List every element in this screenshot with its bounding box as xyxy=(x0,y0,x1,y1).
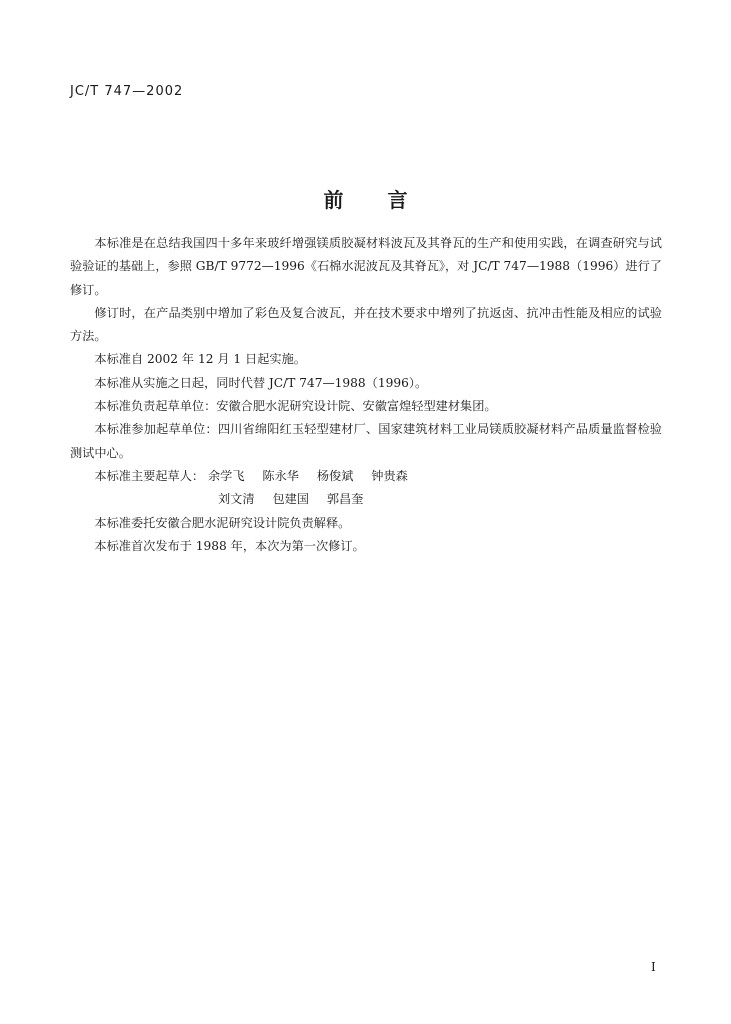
page-number: I xyxy=(651,960,656,974)
drafters-label: 本标准主要起草人： xyxy=(94,468,205,483)
drafters-line-1 xyxy=(70,465,662,488)
paragraph-participating-units: 本标准参加起草单位：四川省绵阳红玉轻型建材厂、国家建筑材料工业局镁质胶凝材料产品质量监督检验测试中心。 xyxy=(70,422,662,460)
drafter-name: 郭昌奎 xyxy=(326,492,364,507)
paragraph-replacement: 本标准从实施之日起，同时代替 JC/T 747—1988（1996）。 xyxy=(94,375,428,390)
paragraph-effective-date: 本标准自 2002 年 12 月 1 日起实施。 xyxy=(94,352,306,367)
drafter-name: 钟贵森 xyxy=(371,468,408,483)
paragraph-basis: 本标准是在总结我国四十多年来玻纤增强镁质胶凝材料波瓦及其脊瓦的生产和使用实践，在调查研究与试验验证的基础上，参照 GB/T 9772—1996《石棉水泥波瓦及其脊瓦》，对 JC/T 747—1988（1996）进行了修订。 xyxy=(70,236,662,297)
paragraph-interpretation: 本标准委托安徽合肥水泥研究设计院负责解释。 xyxy=(94,515,351,530)
drafters-line-2 xyxy=(70,488,662,511)
paragraph-revision: 修订时，在产品类别中增加了彩色及复合波瓦，并在技术要求中增列了抗返卤、抗冲击性能及相应的试验方法。 xyxy=(70,305,662,344)
drafter-name: 杨俊斌 xyxy=(316,468,354,483)
drafter-name: 刘文清 xyxy=(218,492,255,507)
page-title: 前言 xyxy=(323,188,452,212)
standard-code: JC/T 747—2002 xyxy=(70,84,184,99)
paragraph-first-issue: 本标准首次发布于 1988 年，本次为第一次修订。 xyxy=(94,538,365,553)
drafter-name: 包建国 xyxy=(272,492,309,507)
paragraph-lead-unit: 本标准负责起草单位：安徽合肥水泥研究设计院、安徽富煌轻型建材集团。 xyxy=(94,399,497,414)
foreword-body xyxy=(70,232,662,558)
drafter-name: 余学飞 xyxy=(207,468,245,483)
drafter-name: 陈永华 xyxy=(262,468,299,483)
